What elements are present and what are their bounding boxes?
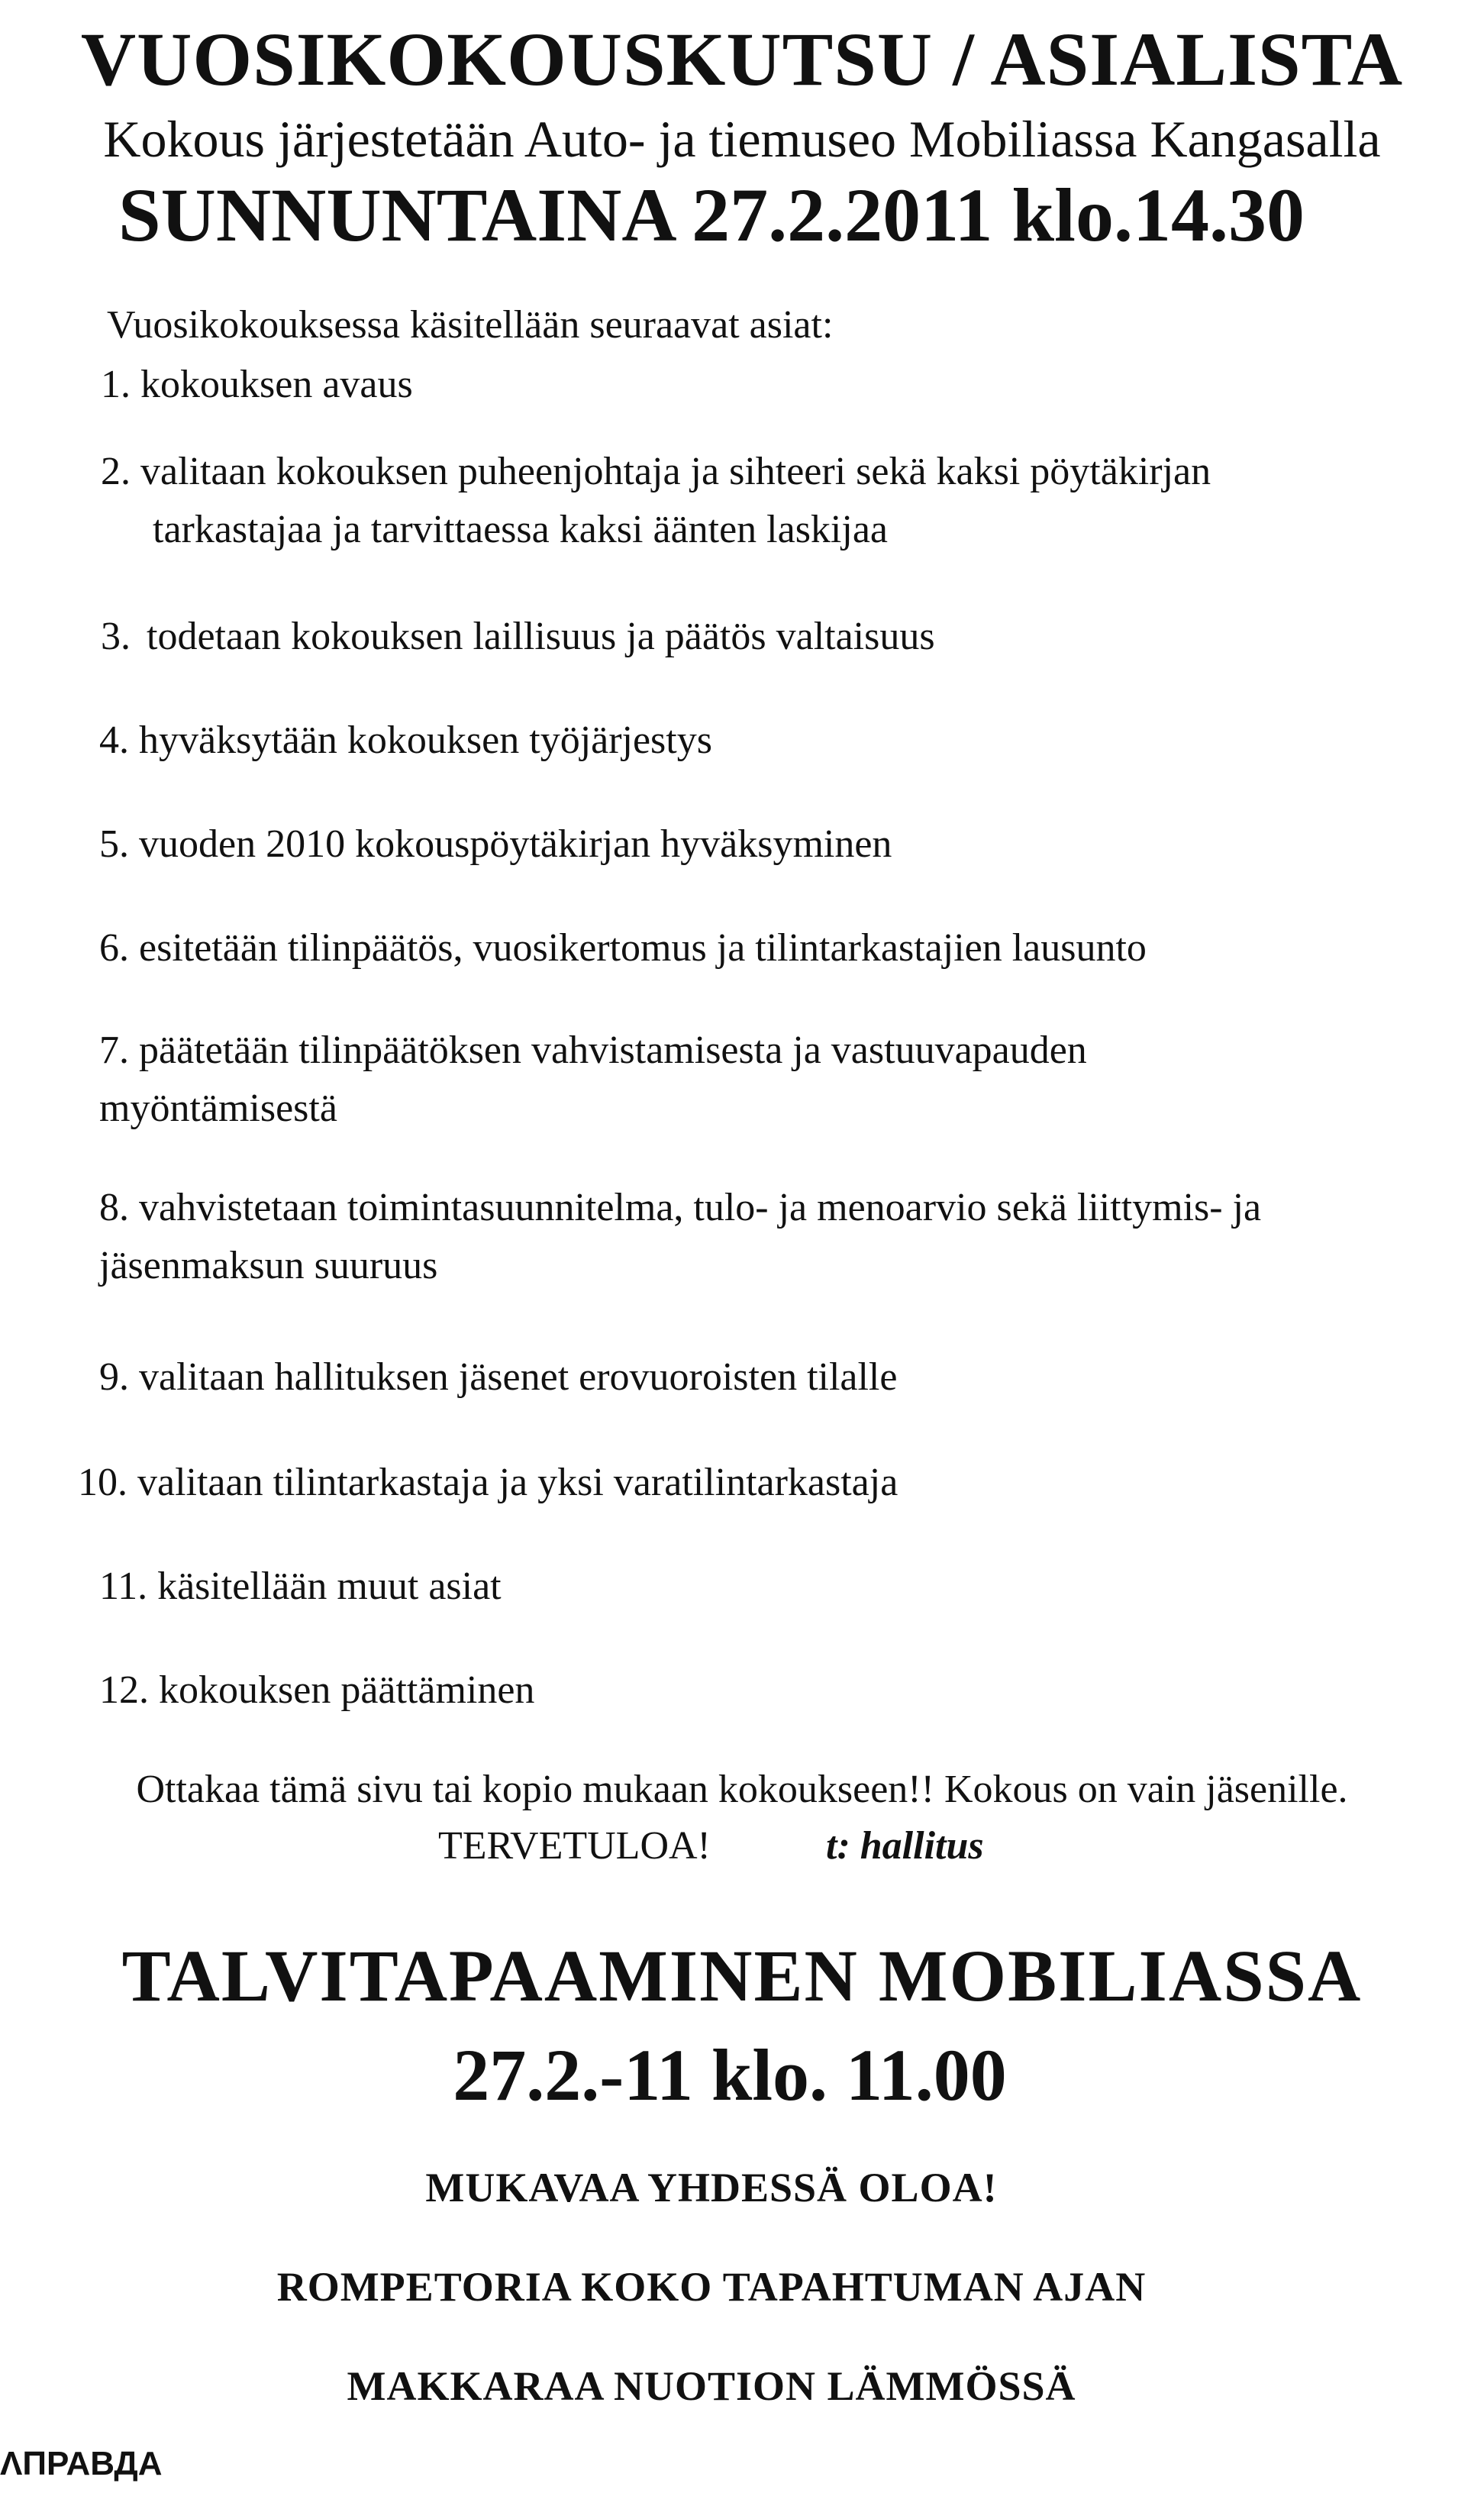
agenda-intro: Vuosikokouksessa käsitellään seuraavat asiat: (107, 303, 834, 347)
agenda-item-text-continued: tarkastajaa ja tarvittaessa kaksi äänten laskijaa (153, 508, 888, 551)
agenda-item (101, 608, 935, 666)
agenda-item-number: 5. (99, 822, 129, 866)
page-title: VUOSIKOKOUSKUTSU / ASIALISTA (80, 17, 1404, 102)
agenda-item (99, 712, 712, 770)
meeting-datetime: SUNNUNTAINA 27.2.2011 klo.14.30 (118, 173, 1305, 257)
agenda-item-number: 8. (99, 1186, 129, 1229)
agenda-item-text: valitaan hallituksen jäsenet erovuoroisten tilalle (139, 1355, 898, 1399)
event-line: MUKAVAA YHDESSÄ OLOA! (425, 2165, 998, 2210)
agenda-item-text-continued: myöntämisestä (99, 1087, 337, 1130)
agenda-item (99, 1022, 1087, 1138)
event-line: MAKKARAA NUOTION LÄMMÖSSÄ (347, 2363, 1076, 2409)
agenda-item (99, 1558, 502, 1616)
agenda-item-text: vahvistetaan toimintasuunnitelma, tulo- ja menoarvio sekä liittymis- ja (139, 1186, 1262, 1229)
agenda-item (99, 919, 1147, 977)
agenda-item-text: esitetään tilinpäätös, vuosikertomus ja tilintarkastajien lausunto (139, 926, 1147, 970)
agenda-item (101, 356, 413, 414)
agenda-item-text: käsitellään muut asiat (157, 1565, 502, 1608)
signature: t: hallitus (826, 1824, 984, 1868)
agenda-item-text: hyväksytään kokouksen työjärjestys (139, 719, 712, 762)
agenda-item-number: 10. (78, 1461, 127, 1504)
agenda-item-text: vuoden 2010 kokouspöytäkirjan hyväksyminen (139, 822, 892, 866)
agenda-item (99, 1661, 534, 1720)
agenda-item-number: 11. (99, 1565, 148, 1608)
agenda-item-number: 6. (99, 926, 129, 970)
agenda-item (78, 1454, 898, 1512)
agenda-item (101, 443, 1211, 559)
agenda-item-number: 7. (99, 1029, 129, 1072)
agenda-item-text: kokouksen päättäminen (159, 1668, 535, 1712)
agenda-item-text: valitaan kokouksen puheenjohtaja ja sihteeri sekä kaksi pöytäkirjan (140, 450, 1211, 493)
agenda-item-number: 4. (99, 719, 129, 762)
agenda-item-number: 2. (101, 450, 131, 493)
agenda-item-text: kokouksen avaus (140, 363, 413, 406)
agenda-item-number: 9. (99, 1355, 129, 1399)
meeting-location: Kokous järjestetään Auto- ja tiemuseo Mobiliassa Kangasalla (103, 110, 1381, 168)
agenda-item-text: päätetään tilinpäätöksen vahvistamisesta ja vastuuvapauden (139, 1029, 1087, 1072)
agenda-item-number: 1. (101, 363, 131, 406)
welcome-text: TERVETULOA! (438, 1824, 711, 1868)
agenda-item-text: todetaan kokouksen laillisuus ja päätös valtaisuus (147, 615, 935, 658)
agenda-item (99, 815, 892, 874)
event-date: 27.2.-11 klo. 11.00 (453, 2034, 1007, 2116)
agenda-item-number: 12. (99, 1668, 149, 1712)
event-title: TALVITAPAAMINEN MOBILIASSA (121, 1935, 1363, 2017)
agenda-item (99, 1348, 897, 1406)
agenda-item-text: valitaan tilintarkastaja ja yksi varatilintarkastaja (137, 1461, 898, 1504)
corner-clipped-text: ΛПРАВДА (0, 2445, 163, 2482)
closing-note: Ottakaa tämä sivu tai kopio mukaan kokoukseen!! Kokous on vain jäsenille. (136, 1768, 1348, 1811)
agenda-item-text-continued: jäsenmaksun suuruus (99, 1244, 438, 1287)
agenda-item (99, 1179, 1261, 1295)
event-line: ROMPETORIA KOKO TAPAHTUMAN AJAN (276, 2264, 1147, 2310)
agenda-item-number: 3. (101, 615, 131, 658)
